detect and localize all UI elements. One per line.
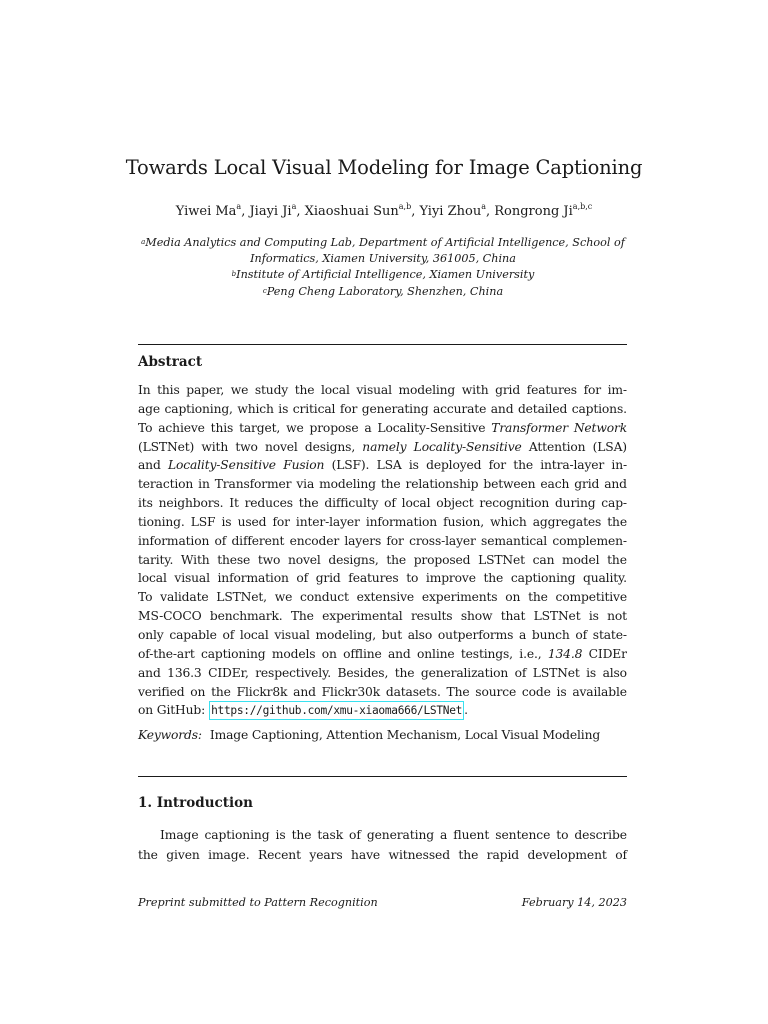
abstract-line: local visual information of grid features to improve the captioning quality. — [138, 571, 627, 586]
abstract-line: To validate LSTNet, we conduct extensive experiments on the competitive — [138, 590, 627, 605]
affiliation-line — [138, 235, 628, 251]
affiliation-mark: b — [231, 270, 237, 279]
author-affiliation-mark: a,b,c — [572, 202, 593, 211]
abstract-line: (LSTNet) with two novel designs, namely Locality-Sensitive Attention (LSA) — [138, 439, 627, 454]
author-name: Yiwei Ma — [175, 204, 237, 219]
author-affiliation-mark: a,b — [398, 202, 412, 211]
introduction-line: Image captioning is the task of generating a fluent sentence to describe — [160, 828, 627, 842]
affiliation-line — [138, 267, 628, 283]
affiliation-text: Informatics, Xiamen University, 361005, China — [250, 252, 516, 266]
abstract-period: . — [464, 703, 468, 718]
affiliations — [138, 235, 628, 300]
author-name: Jiayi Ji — [249, 204, 292, 219]
introduction-body — [138, 825, 627, 865]
affiliation-mark: a — [141, 238, 146, 246]
abstract-line: age captioning, which is critical for generating accurate and detailed captions. — [138, 401, 627, 416]
abstract-line — [138, 701, 627, 720]
affiliation-line — [138, 251, 628, 267]
abstract-line: and Locality-Sensitive Fusion (LSF). LSA is deployed for the intra-layer in- — [138, 458, 627, 473]
keywords-text: Image Captioning, Attention Mechanism, Local Visual Modeling — [209, 728, 601, 742]
introduction-heading: 1. Introduction — [138, 795, 253, 811]
author-affiliation-mark: a — [481, 202, 486, 211]
affiliation-text: Peng Cheng Laboratory, Shenzhen, China — [266, 284, 504, 298]
introduction-line: the given image. Recent years have witnessed the rapid development of — [138, 848, 627, 862]
abstract-heading: Abstract — [138, 354, 203, 370]
footer-date: February 14, 2023 — [521, 896, 627, 909]
abstract-line: and 136.3 CIDEr, respectively. Besides, the generalization of LSTNet is also — [138, 665, 627, 680]
author-name: Rongrong Ji — [494, 204, 573, 219]
abstract-github-prefix: on GitHub: — [138, 703, 206, 718]
abstract-line: of-the-art captioning models on offline and online testings, i.e., 134.8 CIDEr — [138, 646, 627, 661]
abstract-line: MS-COCO benchmark. The experimental results show that LSTNet is not — [138, 609, 627, 624]
abstract-bottom-rule — [138, 776, 627, 777]
github-link[interactable]: https://github.com/xmu-xiaoma666/LSTNet — [209, 701, 464, 720]
paper-title: Towards Local Visual Modeling for Image Captioning — [125, 156, 643, 179]
author-name: Xiaoshuai Sun — [304, 204, 399, 219]
abstract-line: To achieve this target, we propose a Locality-Sensitive Transformer Network — [138, 420, 627, 435]
abstract-line: information of different encoder layers for cross-layer semantical complemen- — [138, 533, 627, 548]
abstract-line: only capable of local visual modeling, but also outperforms a bunch of state- — [138, 627, 627, 642]
abstract-line: verified on the Flickr8k and Flickr30k datasets. The source code is available — [138, 684, 627, 699]
abstract-line: tioning. LSF is used for inter-layer information fusion, which aggregates the — [138, 514, 627, 529]
footer-journal: Preprint submitted to Pattern Recognition — [138, 896, 378, 909]
author-affiliation-mark: a — [291, 202, 297, 211]
affiliation-line — [138, 284, 628, 300]
affiliation-text: Media Analytics and Computing Lab, Department of Artificial Intelligence, School of — [145, 236, 625, 249]
abstract-line: In this paper, we study the local visual modeling with grid features for im- — [138, 383, 627, 397]
abstract-body — [138, 381, 627, 720]
abstract-top-rule — [138, 344, 627, 345]
abstract-line: its neighbors. It reduces the difficulty of local object recognition during cap- — [138, 496, 627, 511]
affiliation-mark: c — [262, 286, 267, 295]
keywords-label: Keywords: — [138, 728, 202, 742]
abstract-line: tarity. With these two novel designs, the proposed LSTNet can model the — [138, 552, 627, 567]
abstract-line: teraction in Transformer via modeling the relationship between each grid and — [138, 477, 627, 492]
author-name: Yiyi Zhou — [419, 204, 482, 219]
keywords — [138, 726, 627, 745]
author-list: Yiwei Ma$^a$, Jiayi Ji$^a$, Xiaoshuai Sun$^{a,b}$, Yiyi Zhou$^a$, Rongrong Ji$^{a,b,c}$ — [175, 202, 593, 219]
affiliation-text: Institute of Artificial Intelligence, Xiamen University — [236, 268, 535, 282]
author-affiliation-mark: a — [236, 202, 242, 211]
